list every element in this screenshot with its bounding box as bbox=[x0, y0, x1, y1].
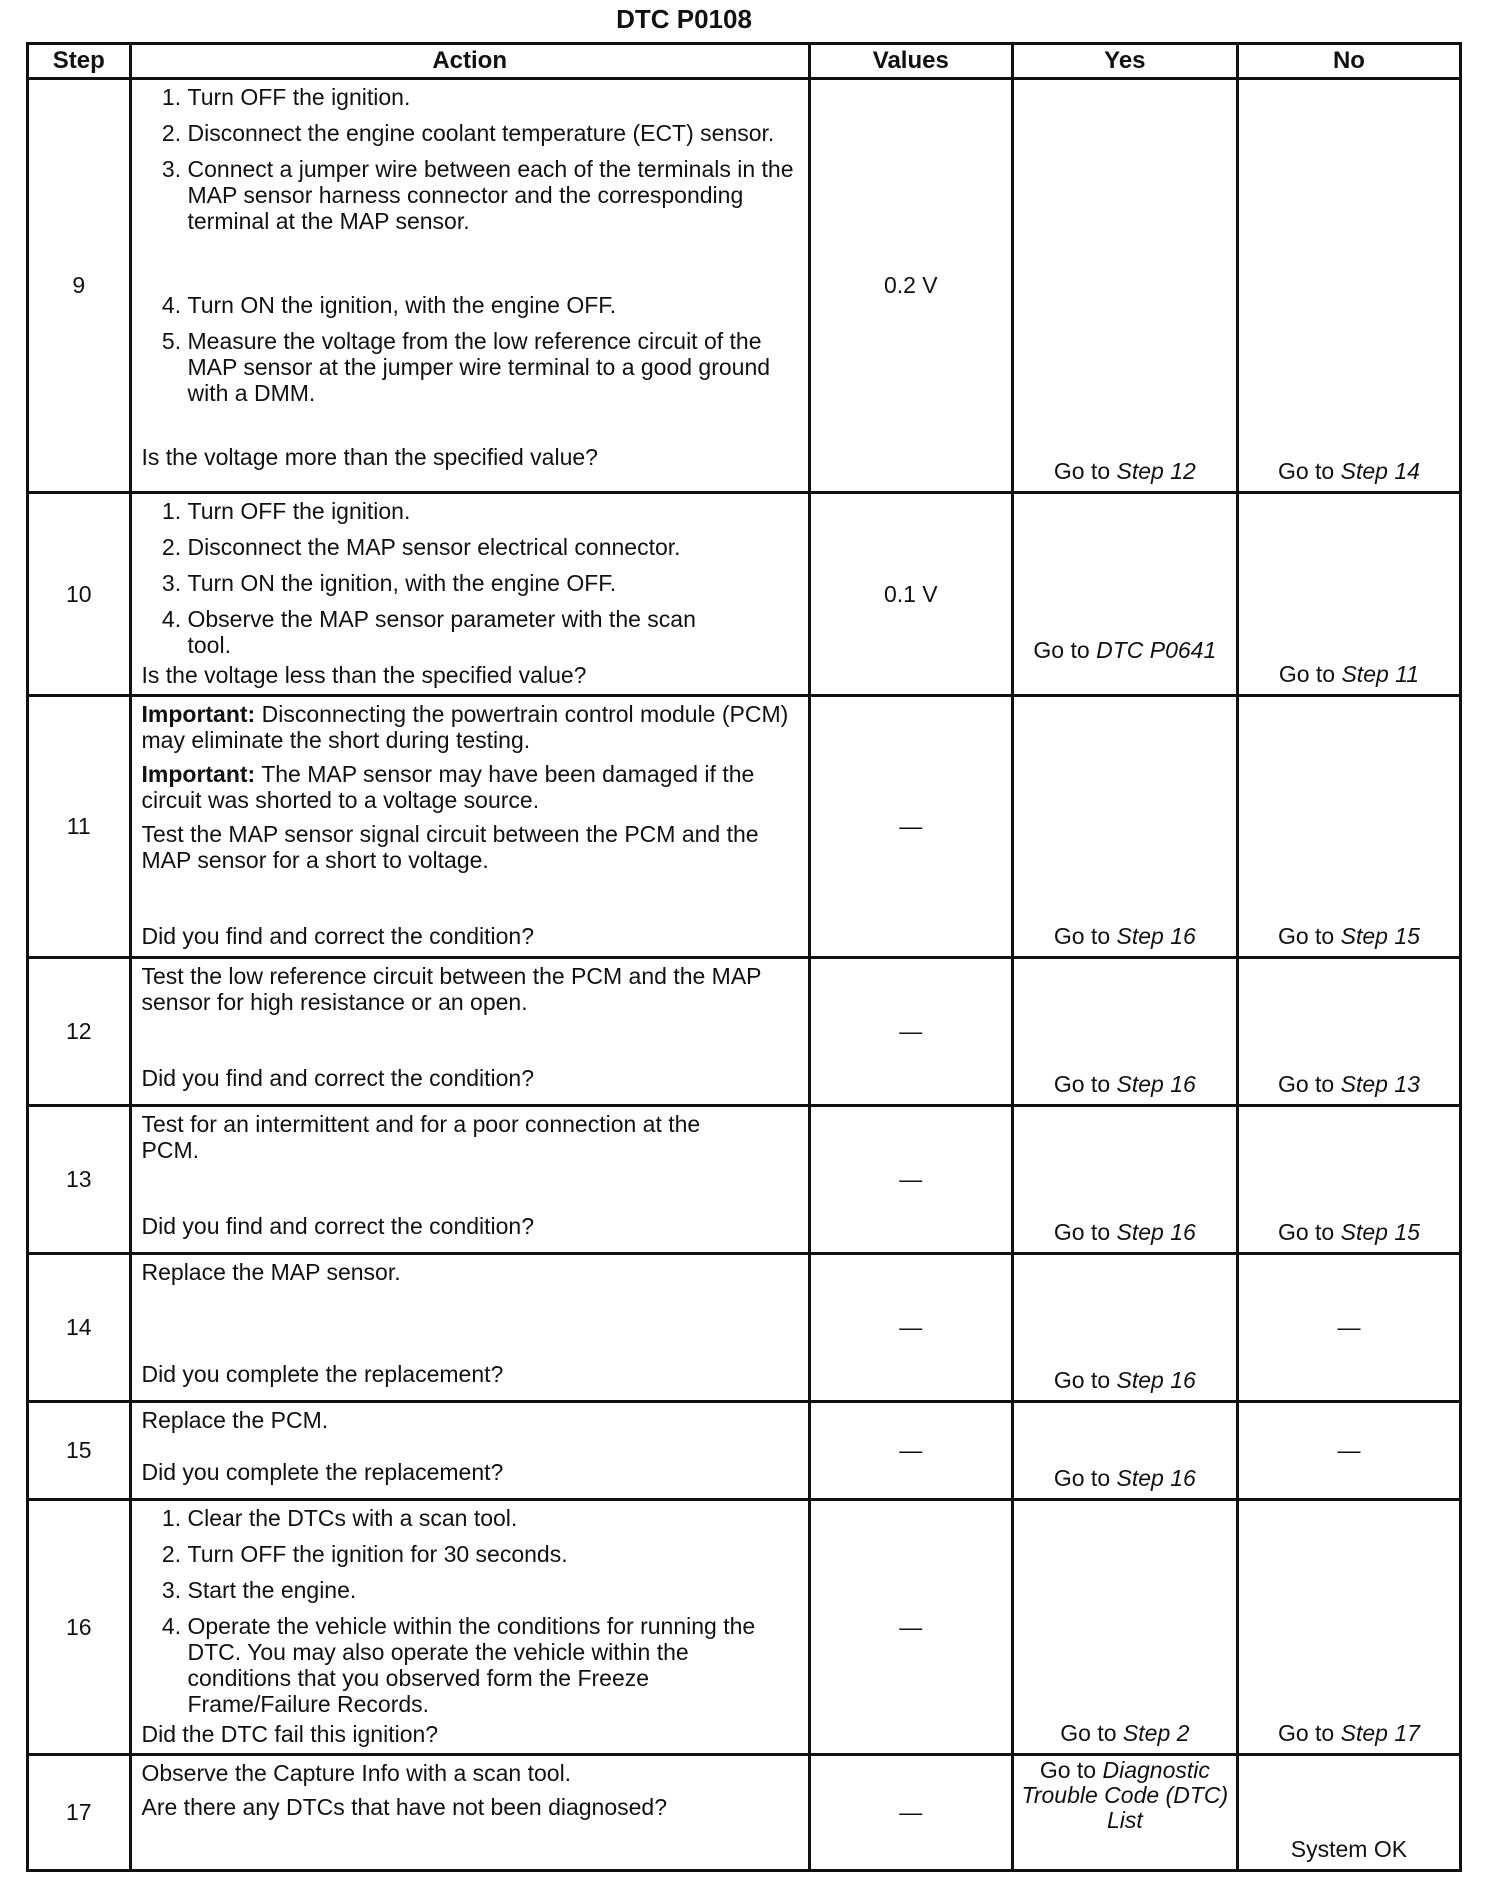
list-item: 3. Turn ON the ignition, with the engine OFF. bbox=[188, 570, 798, 596]
action-question: Did you find and correct the condition? bbox=[141, 923, 535, 949]
no-target: Step 15 bbox=[1340, 1219, 1420, 1245]
list-item: 2. Turn OFF the ignition for 30 seconds. bbox=[188, 1541, 798, 1567]
go-to-label: Go to bbox=[1277, 1071, 1335, 1097]
step-number: 15 bbox=[28, 1402, 131, 1500]
yes-target: Diagnostic Trouble Code (DTC) List bbox=[1021, 1757, 1229, 1833]
important-label: Important: bbox=[141, 761, 256, 787]
action-steps bbox=[142, 84, 798, 406]
note-text: Disconnecting the powertrain control module (PCM) may eliminate the short during testing. bbox=[141, 701, 789, 753]
header-step: Step bbox=[28, 44, 131, 79]
no-cell bbox=[1237, 493, 1460, 696]
no-cell: System OK bbox=[1237, 1755, 1460, 1871]
action-cell bbox=[130, 958, 809, 1106]
value-cell: — bbox=[809, 1106, 1012, 1254]
action-cell bbox=[130, 1402, 809, 1500]
action-question: Is the voltage less than the specified value? bbox=[141, 662, 587, 688]
header-values: Values bbox=[809, 44, 1012, 79]
yes-target: Step 12 bbox=[1116, 458, 1196, 484]
no-cell bbox=[1237, 79, 1460, 493]
step-number: 17 bbox=[28, 1755, 131, 1871]
value-cell: — bbox=[809, 1500, 1012, 1755]
list-item: 2. Disconnect the MAP sensor electrical connector. bbox=[188, 534, 798, 560]
no-target: Step 13 bbox=[1340, 1071, 1420, 1097]
yes-target: Step 16 bbox=[1116, 1367, 1196, 1393]
list-item: 3. Connect a jumper wire between each of the terminals in the MAP sensor harness connector and the corresponding terminal at the MAP sensor. bbox=[188, 156, 798, 234]
value-cell: — bbox=[809, 1755, 1012, 1871]
action-cell bbox=[130, 1755, 809, 1871]
no-target: Step 15 bbox=[1340, 923, 1420, 949]
yes-target: Step 16 bbox=[1116, 1071, 1196, 1097]
yes-cell bbox=[1012, 493, 1237, 696]
step-number: 13 bbox=[28, 1106, 131, 1254]
table-row bbox=[28, 958, 1461, 1106]
action-instruction: Replace the PCM. bbox=[141, 1407, 329, 1433]
yes-cell bbox=[1012, 1755, 1237, 1871]
no-cell: — bbox=[1237, 1402, 1460, 1500]
yes-target: Step 16 bbox=[1116, 1219, 1196, 1245]
yes-target: Step 16 bbox=[1116, 923, 1196, 949]
no-cell: — bbox=[1237, 1254, 1460, 1402]
value-cell: — bbox=[809, 1402, 1012, 1500]
header-action: Action bbox=[130, 44, 809, 79]
action-cell bbox=[130, 1106, 809, 1254]
table-row bbox=[28, 1500, 1461, 1755]
important-note bbox=[142, 701, 798, 753]
important-note bbox=[142, 761, 798, 813]
list-item: 4. Turn ON the ignition, with the engine OFF. bbox=[188, 292, 798, 318]
header-yes: Yes bbox=[1012, 44, 1237, 79]
step-number: 16 bbox=[28, 1500, 131, 1755]
step-number: 11 bbox=[28, 696, 131, 958]
header-row bbox=[28, 44, 1461, 79]
action-cell bbox=[130, 696, 809, 958]
table-row bbox=[28, 493, 1461, 696]
step-number: 12 bbox=[28, 958, 131, 1106]
step-number: 9 bbox=[28, 79, 131, 493]
action-question: Did you complete the replacement? bbox=[141, 1459, 504, 1485]
no-target: Step 17 bbox=[1340, 1720, 1420, 1746]
diagnostic-table bbox=[26, 42, 1462, 1872]
page-title: DTC P0108 bbox=[616, 4, 752, 34]
no-cell bbox=[1237, 1500, 1460, 1755]
value-cell: — bbox=[809, 958, 1012, 1106]
table-row bbox=[28, 1755, 1461, 1871]
action-instruction: Test the low reference circuit between the PCM and the MAP sensor for high resistance or an open. bbox=[141, 963, 762, 1015]
go-to-label: Go to bbox=[1053, 1465, 1111, 1491]
go-to-label: Go to bbox=[1039, 1757, 1097, 1783]
note-text: The MAP sensor may have been damaged if the circuit was shorted to a voltage source. bbox=[141, 761, 755, 813]
go-to-label: Go to bbox=[1053, 458, 1111, 484]
action-cell bbox=[130, 79, 809, 493]
list-item: 4. Operate the vehicle within the conditions for running the DTC. You may also operate the vehicle within the conditions that you observed form the Freeze Frame/Failure Records. bbox=[188, 1613, 798, 1717]
yes-target: Step 2 bbox=[1122, 1720, 1190, 1746]
action-question: Did you complete the replacement? bbox=[141, 1361, 504, 1387]
action-instruction: Test for an intermittent and for a poor connection at the PCM. bbox=[141, 1111, 701, 1163]
table-row bbox=[28, 1402, 1461, 1500]
action-question: Did you find and correct the condition? bbox=[141, 1065, 535, 1091]
value-cell: 0.2 V bbox=[809, 79, 1012, 493]
list-item: 1. Turn OFF the ignition. bbox=[188, 498, 798, 524]
action-cell bbox=[130, 1254, 809, 1402]
action-question: Did you find and correct the condition? bbox=[141, 1213, 535, 1239]
list-item: 1. Clear the DTCs with a scan tool. bbox=[188, 1505, 798, 1531]
important-label: Important: bbox=[141, 701, 256, 727]
list-item: 5. Measure the voltage from the low reference circuit of the MAP sensor at the jumper wire terminal to a good ground with a DMM. bbox=[188, 328, 798, 406]
yes-target: DTC P0641 bbox=[1096, 637, 1217, 663]
table-row bbox=[28, 1254, 1461, 1402]
go-to-label: Go to bbox=[1277, 1720, 1335, 1746]
no-target: Step 14 bbox=[1340, 458, 1420, 484]
go-to-label: Go to bbox=[1033, 637, 1090, 663]
action-steps bbox=[142, 1505, 798, 1717]
table-row bbox=[28, 79, 1461, 493]
yes-cell bbox=[1012, 958, 1237, 1106]
list-item: 4. Observe the MAP sensor parameter with the scan tool. bbox=[188, 606, 798, 658]
table-row bbox=[28, 1106, 1461, 1254]
action-instruction: Observe the Capture Info with a scan tool. bbox=[141, 1760, 572, 1786]
step-number: 14 bbox=[28, 1254, 131, 1402]
go-to-label: Go to bbox=[1053, 1219, 1111, 1245]
step-number: 10 bbox=[28, 493, 131, 696]
go-to-label: Go to bbox=[1278, 661, 1336, 687]
go-to-label: Go to bbox=[1277, 1219, 1335, 1245]
go-to-label: Go to bbox=[1277, 458, 1335, 484]
no-target: Step 11 bbox=[1341, 661, 1420, 687]
action-instruction: Test the MAP sensor signal circuit between the PCM and the MAP sensor for a short to voltage. bbox=[141, 821, 759, 873]
yes-cell bbox=[1012, 79, 1237, 493]
action-question: Is the voltage more than the specified value? bbox=[141, 444, 598, 470]
list-item: 1. Turn OFF the ignition. bbox=[188, 84, 798, 110]
yes-cell bbox=[1012, 696, 1237, 958]
yes-target: Step 16 bbox=[1116, 1465, 1196, 1491]
action-cell bbox=[130, 1500, 809, 1755]
yes-cell bbox=[1012, 1254, 1237, 1402]
go-to-label: Go to bbox=[1053, 1071, 1111, 1097]
list-item: 3. Start the engine. bbox=[188, 1577, 798, 1603]
value-cell: — bbox=[809, 1254, 1012, 1402]
value-cell: — bbox=[809, 696, 1012, 958]
table-row bbox=[28, 696, 1461, 958]
go-to-label: Go to bbox=[1060, 1720, 1117, 1746]
no-cell bbox=[1237, 696, 1460, 958]
action-question: Did the DTC fail this ignition? bbox=[141, 1721, 439, 1747]
list-item: 2. Disconnect the engine coolant temperature (ECT) sensor. bbox=[188, 120, 798, 146]
action-instruction: Replace the MAP sensor. bbox=[141, 1259, 401, 1285]
action-question: Are there any DTCs that have not been diagnosed? bbox=[141, 1794, 668, 1820]
go-to-label: Go to bbox=[1277, 923, 1335, 949]
go-to-label: Go to bbox=[1053, 923, 1111, 949]
no-cell bbox=[1237, 958, 1460, 1106]
no-cell bbox=[1237, 1106, 1460, 1254]
yes-cell bbox=[1012, 1500, 1237, 1755]
yes-cell bbox=[1012, 1106, 1237, 1254]
yes-cell bbox=[1012, 1402, 1237, 1500]
go-to-label: Go to bbox=[1053, 1367, 1111, 1393]
value-cell: 0.1 V bbox=[809, 493, 1012, 696]
header-no: No bbox=[1237, 44, 1460, 79]
action-steps bbox=[142, 498, 798, 658]
action-cell bbox=[130, 493, 809, 696]
